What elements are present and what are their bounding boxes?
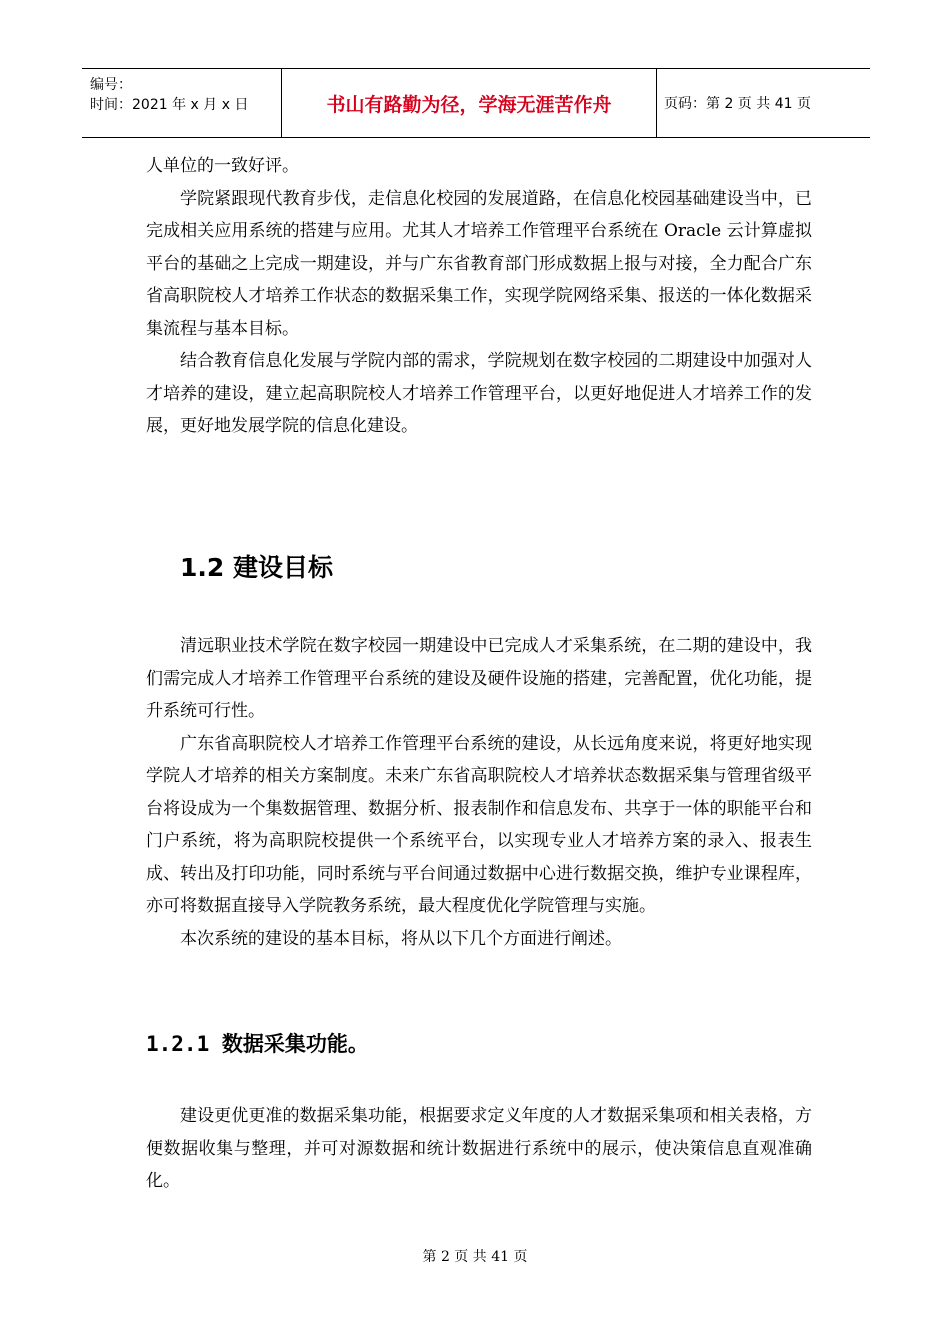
- paragraph: 建设更优更准的数据采集功能，根据要求定义年度的人才数据采集项和相关表格，方便数据收集与整理，并可对源数据和统计数据进行系统中的展示，使决策信息直观准确化。: [146, 1106, 812, 1191]
- header-meta: [82, 69, 282, 137]
- header-motto: 书山有路勤为径，学海无涯苦作舟: [282, 69, 657, 137]
- document-number-label: 编号：: [90, 77, 132, 93]
- section-heading-1-2: 1.2 建设目标: [180, 553, 333, 582]
- section-heading-1-2-1: 1.2.1 数据采集功能。: [146, 1032, 369, 1056]
- section-1-2-1-body: [146, 1100, 812, 1198]
- paragraph: 人单位的一致好评。: [146, 156, 299, 176]
- paragraph: 学院紧跟现代教育步伐，走信息化校园的发展道路，在信息化校园基础建设当中，已完成相关应用系统的搭建与应用。尤其人才培养工作管理平台系统在 Oracle 云计算虚拟平台的基础之上完成一期建设，并与广东省教育部门形成数据上报与对接，全力配合广东省高职院校人才培养工作状态的数据采集工作，实现学院网络采集、报送的一体化数据采集流程与基本目标。: [146, 188, 812, 339]
- document-time-label: 时间：2021 年 x 月 x 日: [90, 97, 249, 113]
- page-footer: 第 2 页 共 41 页: [422, 1249, 528, 1265]
- paragraph: 结合教育信息化发展与学院内部的需求，学院规划在数字校园的二期建设中加强对人才培养的建设，建立起高职院校人才培养工作管理平台，以更好地促进人才培养工作的发展，更好地发展学院的信息化建设。: [146, 351, 812, 436]
- paragraph: 本次系统的建设的基本目标，将从以下几个方面进行阐述。: [180, 928, 622, 949]
- section-1-2-body: [146, 630, 812, 955]
- header-page-info: 页码：第 2 页 共 41 页: [664, 96, 811, 112]
- page-header: [82, 68, 870, 138]
- paragraph: 清远职业技术学院在数字校园一期建设中已完成人才采集系统，在二期的建设中，我们需完成人才培养工作管理平台系统的建设及硬件设施的搭建，完善配置，优化功能，提升系统可行性。: [146, 636, 812, 721]
- paragraph: 广东省高职院校人才培养工作管理平台系统的建设，从长远角度来说，将更好地实现学院人才培养的相关方案制度。未来广东省高职院校人才培养状态数据采集与管理省级平台将设成为一个集数据管理、数据分析、报表制作和信息发布、共享于一体的职能平台和门户系统，将为高职院校提供一个系统平台，以实现专业人才培养方案的录入、报表生成、转出及打印功能，同时系统与平台间通过数据中心进行数据交换，维护专业课程库，亦可将数据直接导入学院教务系统，最大程度优化学院管理与实施。: [146, 733, 812, 916]
- intro-section: [146, 150, 812, 443]
